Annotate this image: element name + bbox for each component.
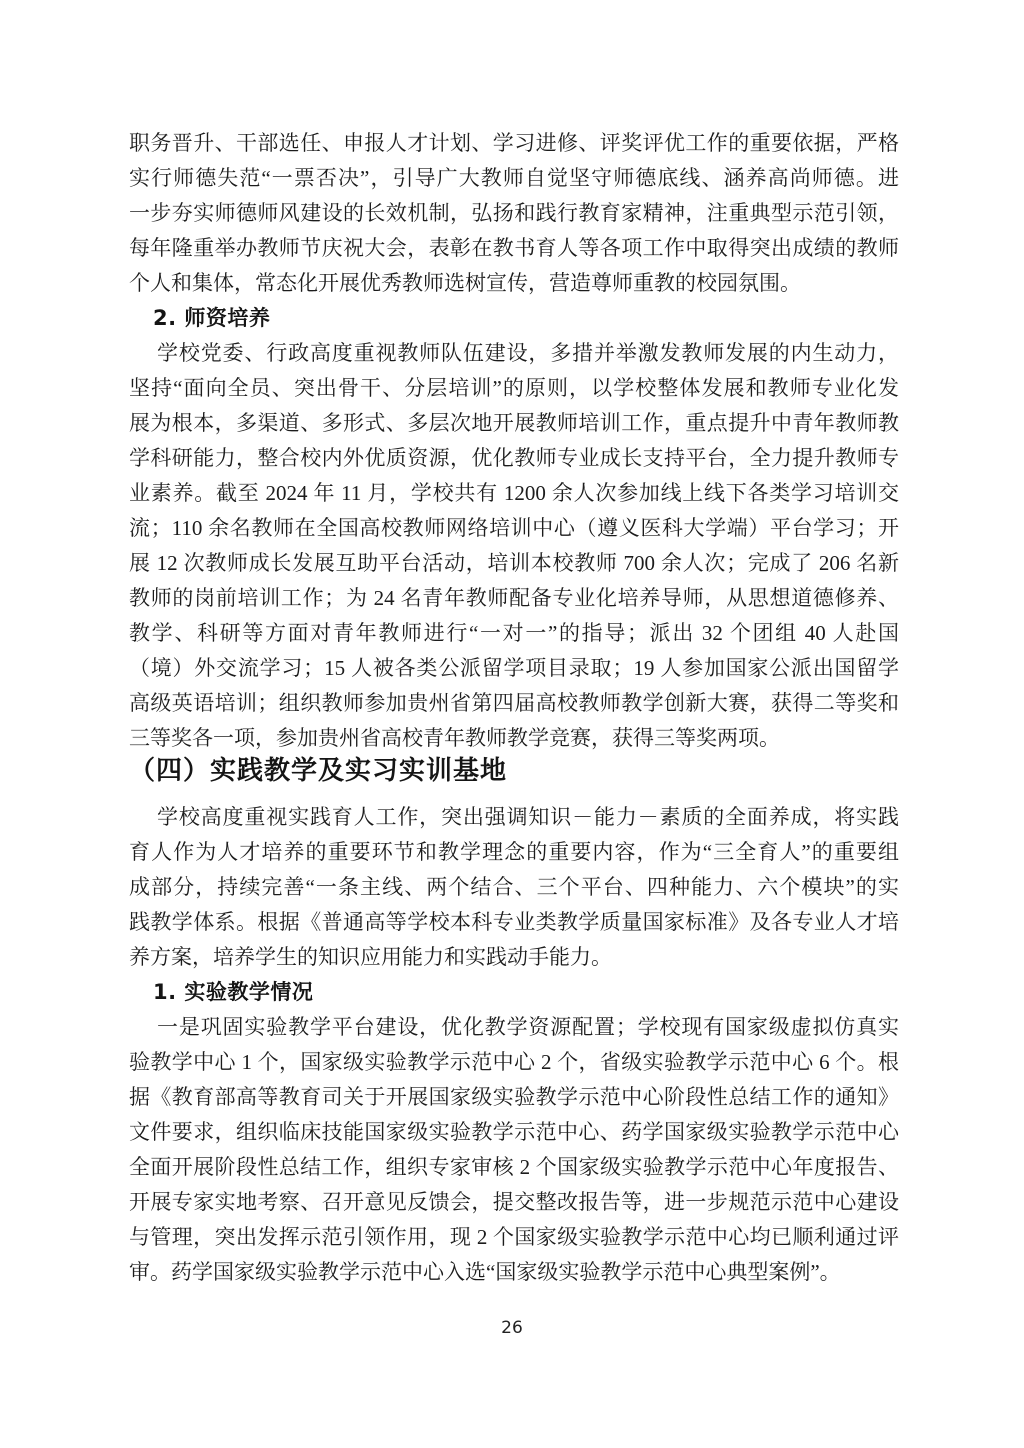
paragraph-practice-education	[129, 800, 899, 975]
text-line: 养方案，培养学生的知识应用能力和实践动手能力。	[129, 945, 612, 969]
text-line: （境）外交流学习；15 人被各类公派留学项目录取；19 人参加国家公派出国留学	[129, 656, 899, 680]
text-line: 验教学中心 1 个，国家级实验教学示范中心 2 个，省级实验教学示范中心 6 个。根	[129, 1050, 899, 1074]
text-line: 审。药学国家级实验教学示范中心入选“国家级实验教学示范中心典型案例”。	[129, 1260, 841, 1284]
text-line: 成部分，持续完善“一条主线、两个结合、三个平台、四种能力、六个模块”的实	[129, 875, 899, 899]
text-line: 职务晋升、干部选任、申报人才计划、学习进修、评奖评优工作的重要依据，严格	[129, 131, 899, 155]
heading-practice-teaching-bases: （四）实践教学及实习实训基地	[129, 756, 508, 786]
text-line: 流；110 余名教师在全国高校教师网络培训中心（遵义医科大学端）平台学习；开	[129, 516, 899, 540]
text-line: 业素养。截至 2024 年 11 月，学校共有 1200 余人次参加线上线下各类学习培训交	[129, 481, 899, 505]
page-number: 26	[501, 1318, 523, 1338]
text-line: 学科研能力，整合校内外优质资源，优化教师专业成长支持平台，全力提升教师专	[129, 446, 899, 470]
text-line: 教学、科研等方面对青年教师进行“一对一”的指导；派出 32 个团组 40 人赴国	[129, 621, 899, 645]
text-line: 展 12 次教师成长发展互助平台活动，培训本校教师 700 余人次；完成了 206 名新	[129, 551, 899, 575]
text-line: 展为根本，多渠道、多形式、多层次地开展教师培训工作，重点提升中青年教师教	[129, 411, 899, 435]
text-line: 与管理，突出发挥示范引领作用，现 2 个国家级实验教学示范中心均已顺利通过评	[129, 1225, 899, 1249]
text-line: 实行师德失范“一票否决”，引导广大教师自觉坚守师德底线、涵养高尚师德。进	[129, 166, 899, 190]
paragraph-teacher-ethics	[129, 126, 899, 301]
text-line: 个人和集体，常态化开展优秀教师选树宣传，营造尊师重教的校园氛围。	[129, 271, 801, 295]
text-line: 学校党委、行政高度重视教师队伍建设，多措并举激发教师发展的内生动力，	[157, 341, 899, 365]
text-line: 文件要求，组织临床技能国家级实验教学示范中心、药学国家级实验教学示范中心	[129, 1120, 899, 1144]
text-line: 一步夯实师德师风建设的长效机制，弘扬和践行教育家精神，注重典型示范引领，	[129, 201, 899, 225]
text-line: 三等奖各一项，参加贵州省高校青年教师教学竞赛，获得三等奖两项。	[129, 726, 780, 750]
text-line: 学校高度重视实践育人工作，突出强调知识－能力－素质的全面养成，将实践	[157, 805, 899, 829]
document-content	[129, 126, 899, 1290]
text-line: 坚持“面向全员、突出骨干、分层培训”的原则，以学校整体发展和教师专业化发	[129, 376, 899, 400]
heading-experimental-teaching: 1. 实验教学情况	[153, 980, 314, 1004]
text-line: 每年隆重举办教师节庆祝大会，表彰在教书育人等各项工作中取得突出成绩的教师	[129, 236, 899, 260]
text-line: 教师的岗前培训工作；为 24 名青年教师配备专业化培养导师，从思想道德修养、	[129, 586, 899, 610]
text-line: 一是巩固实验教学平台建设，优化教学资源配置；学校现有国家级虚拟仿真实	[157, 1015, 899, 1039]
text-line: 高级英语培训；组织教师参加贵州省第四届高校教师教学创新大赛，获得二等奖和	[129, 691, 899, 715]
text-line: 开展专家实地考察、召开意见反馈会，提交整改报告等，进一步规范示范中心建设	[129, 1190, 899, 1214]
paragraph-experimental-teaching	[129, 1010, 899, 1290]
paragraph-teacher-training	[129, 336, 899, 756]
heading-teacher-training: 2. 师资培养	[153, 306, 271, 330]
text-line: 据《教育部高等教育司关于开展国家级实验教学示范中心阶段性总结工作的通知》	[129, 1085, 899, 1109]
text-line: 全面开展阶段性总结工作，组织专家审核 2 个国家级实验教学示范中心年度报告、	[129, 1155, 899, 1179]
text-line: 育人作为人才培养的重要环节和教学理念的重要内容，作为“三全育人”的重要组	[129, 840, 899, 864]
text-line: 践教学体系。根据《普通高等学校本科专业类教学质量国家标准》及各专业人才培	[129, 910, 899, 934]
page-footer	[0, 1318, 1024, 1338]
